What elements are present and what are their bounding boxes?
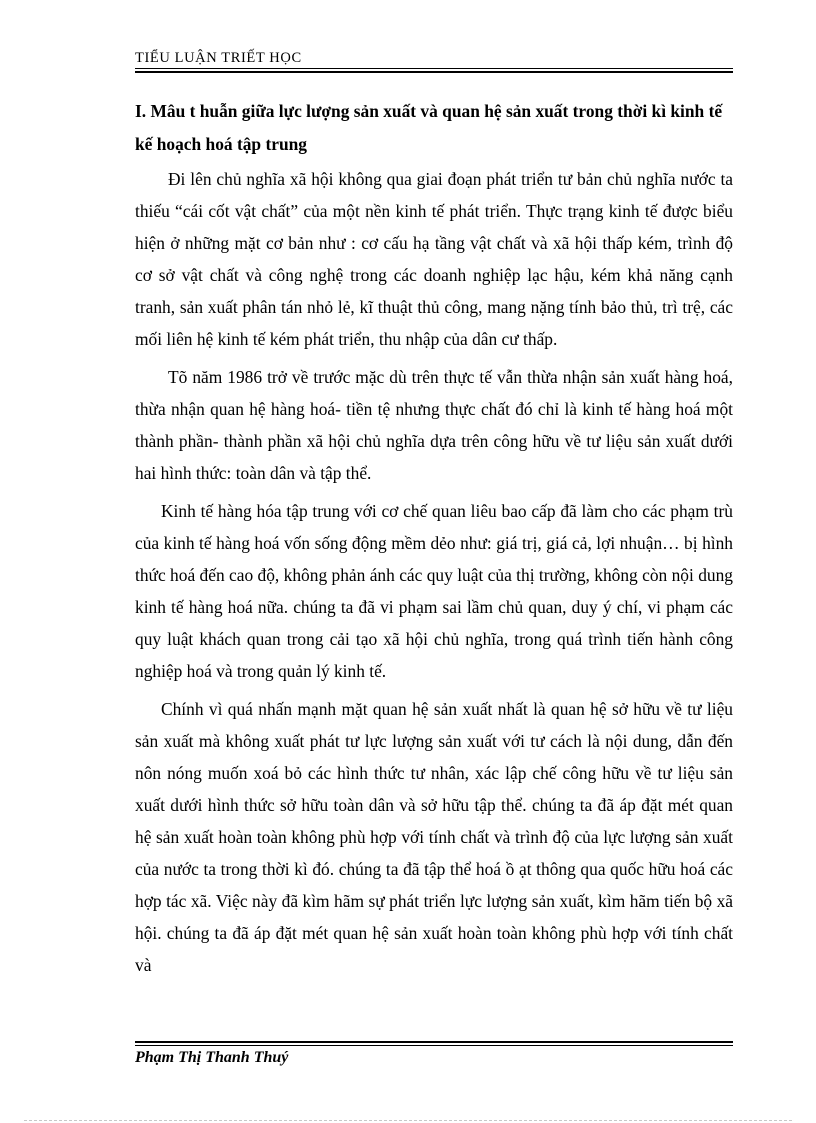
header-rule: [135, 68, 733, 69]
footer-author: Phạm Thị Thanh Thuý: [135, 1049, 289, 1066]
paragraph: Tõ năm 1986 trở về trước mặc dù trên thực tế vẫn thừa nhận sản xuất hàng hoá, thừa nhận quan hệ hàng hoá- tiền tệ nhưng thực chất đó chỉ là kinh tế hàng hoá một thành phần- thành phần xã hội chủ nghĩa dựa trên công hữu về tư liệu sản xuất dưới hai hình thức: toàn dân và tập thể.: [135, 367, 733, 483]
document-body: [135, 95, 733, 987]
paragraph: Đi lên chủ nghĩa xã hội không qua giai đoạn phát triển tư bản chủ nghĩa nước ta thiếu “cái cốt vật chất” của một nền kinh tế phát triển. Thực trạng kinh tế được biểu hiện ở những mặt cơ bản như : cơ cấu hạ tầng vật chất và xã hội thấp kém, trình độ cơ sở vật chất và công nghệ trong các doanh nghiệp lạc hậu, kém khả năng cạnh tranh, sản xuất phân tán nhỏ lẻ, kĩ thuật thủ công, mang nặng tính bảo thủ, trì trệ, các mối liên hệ kinh tế kém phát triển, thu nhập của dân cư thấp.: [135, 169, 733, 349]
header-title: TIỂU LUẬN TRIẾT HỌC: [135, 50, 302, 66]
section-heading: I. Mâu t huẫn giữa lực lượng sản xuất và quan hệ sản xuất trong thời kì kinh tế kế hoạch hoá tập trung: [135, 101, 723, 154]
paragraph: Chính vì quá nhấn mạnh mặt quan hệ sản xuất nhất là quan hệ sở hữu về tư liệu sản xuất mà không xuất phát tư lực lượng sản xuất với tư cách là nội dung, dẫn đến nôn nóng muốn xoá bỏ các hình thức tư nhân, xác lập chế công hữu về tư liệu sản xuất dưới hình thức sở hữu toàn dân và sở hữu tập thể. chúng ta đã áp đặt mét quan hệ sản xuất hoàn toàn không phù hợp với tính chất và trình độ của lực lượng sản xuất của nước ta trong thời kì đó. chúng ta đã tập thể hoá ồ ạt thông qua quốc hữu hoá các hợp tác xã. Việc này đã kìm hãm sự phát triển lực lượng sản xuất, kìm hãm tiến bộ xã hội. chúng ta đã áp đặt mét quan hệ sản xuất hoàn toàn không phù hợp với tính chất và: [135, 699, 733, 975]
paragraph: Kinh tế hàng hóa tập trung với cơ chế quan liêu bao cấp đã làm cho các phạm trù của kinh tế hàng hoá vốn sống động mềm dẻo như: giá trị, giá cả, lợi nhuận… bị hình thức hoá đến cao độ, không phản ánh các quy luật của thị trường, không còn nội dung kinh tế hàng hoá nữa. chúng ta đã vi phạm sai lầm chủ quan, duy ý chí, vi phạm các quy luật khách quan trong cải tạo xã hội chủ nghĩa, trong quá trình tiến hành công nghiệp hoá và trong quản lý kinh tế.: [135, 501, 733, 681]
footer-rule-thick: [135, 1041, 733, 1043]
page-edge: [24, 1120, 792, 1121]
footer-rule: [135, 1045, 733, 1046]
header-rule-thick: [135, 71, 733, 73]
